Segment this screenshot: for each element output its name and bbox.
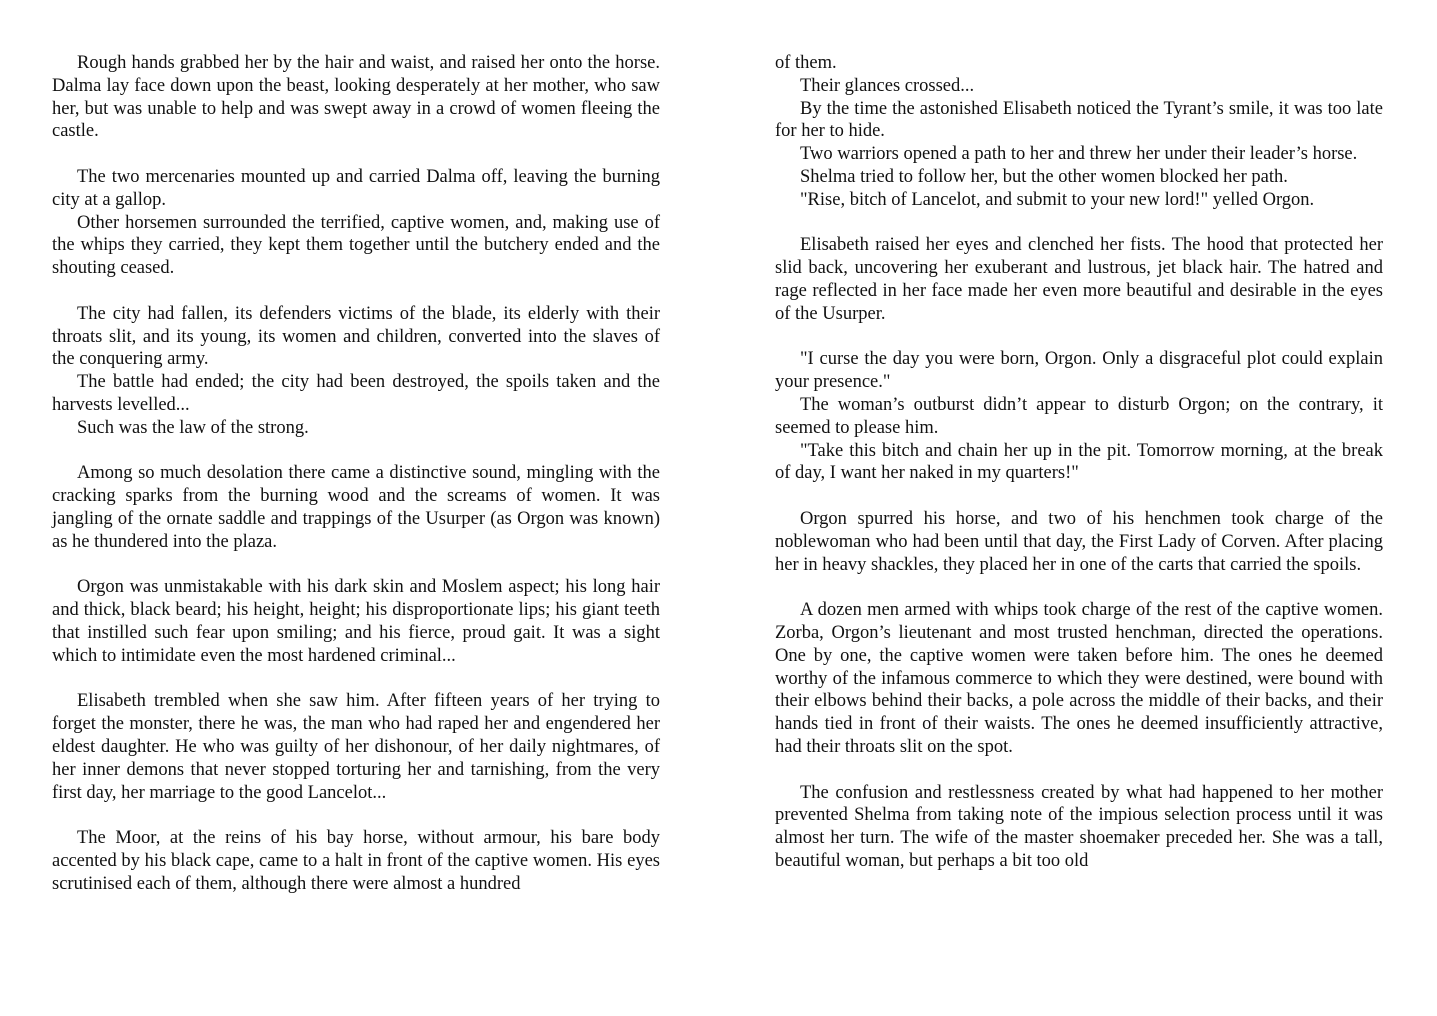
paragraph: The city had fallen, its defenders victims of the blade, its elderly with their throats slit, and its young, its women and children, converted into the slaves of the conquering army. [52,303,660,370]
paragraph: Such was the law of the strong. [77,417,309,438]
continuation-line: of them. [775,53,837,73]
paragraph: Elisabeth trembled when she saw him. After fifteen years of her trying to forget the monster, there he was, the man who had raped her and engendered her eldest daughter. He who was guilty of her dishonour, of her daily nightmares, of her inner demons that never stopped torturing her and tarnishing, from the very first day, her marriage to the good Lancelot... [52,691,660,803]
paragraph: The confusion and restlessness created by what had happened to her mother prevented Shelma from taking note of the impious selection process until it was almost her turn. The wife of the master shoemaker preceded her. She was a tall, beautiful woman, but perhaps a bit too old [775,782,1383,871]
left-page [52,52,660,895]
paragraph: The battle had ended; the city had been destroyed, the spoils taken and the harvests levelled... [52,372,660,415]
paragraph: "I curse the day you were born, Orgon. Only a disgraceful plot could explain your presence." [775,349,1383,393]
paragraph: Orgon was unmistakable with his dark skin and Moslem aspect; his long hair and thick, black beard; his height, height; his disproportionate lips; his giant teeth that instilled such fear upon smiling; and his fierce, proud gait. It was a sight which to intimidate even the most hardened criminal... [52,577,660,666]
paragraph: Their glances crossed... [800,75,975,96]
paragraph: The woman’s outburst didn’t appear to disturb Orgon; on the contrary, it seemed to please him. [775,394,1383,438]
paragraph: The Moor, at the reins of his bay horse, without armour, his bare body accented by his black cape, came to a halt in front of the captive women. His eyes scrutinised each of them, although there were almost a hundred [52,828,660,894]
paragraph: "Rise, bitch of Lancelot, and submit to your new lord!" yelled Orgon. [800,189,1315,210]
paragraph: Other horsemen surrounded the terrified, captive women, and, making use of the whips they carried, they kept them together until the butchery ended and the shouting ceased. [52,212,660,279]
paragraph: Shelma tried to follow her, but the other women blocked her path. [800,166,1288,187]
paragraph: Orgon spurred his horse, and two of his henchmen took charge of the noblewoman who had been until that day, the First Lady of Corven. After placing her in heavy shackles, they placed her in one of the carts that carried the spoils. [775,508,1383,575]
paragraph: Two warriors opened a path to her and threw her under their leader’s horse. [800,144,1358,165]
right-page [775,52,1383,873]
paragraph: "Take this bitch and chain her up in the pit. Tomorrow morning, at the break of day, I want her naked in my quarters!" [775,440,1383,484]
paragraph: The two mercenaries mounted up and carried Dalma off, leaving the burning city at a gallop. [52,166,660,210]
paragraph: By the time the astonished Elisabeth noticed the Tyrant’s smile, it was too late for her to hide. [775,98,1383,142]
paragraph: Among so much desolation there came a distinctive sound, mingling with the cracking sparks from the burning wood and the screams of women. It was jangling of the ornate saddle and trappings of the Usurper (as Orgon was known) as he thundered into the plaza. [52,463,660,552]
paragraph: A dozen men armed with whips took charge of the rest of the captive women. Zorba, Orgon’s lieutenant and most trusted henchman, directed the operations. One by one, the captive women were taken before him. The ones he deemed worthy of the infamous commerce to which they were destined, were bound with their elbows behind their backs, a pole across the middle of their backs, and their hands tied in front of their waists. The ones he deemed insufficiently attractive, had their throats slit on the spot. [775,600,1383,757]
paragraph: Elisabeth raised her eyes and clenched her fists. The hood that protected her slid back, uncovering her exuberant and lustrous, jet black hair. The hatred and rage reflected in her face made her even more beautiful and desirable in the eyes of the Usurper. [775,235,1383,324]
paragraph: Rough hands grabbed her by the hair and waist, and raised her onto the horse. Dalma lay face down upon the beast, looking desperately at her mother, who saw her, but was unable to help and was swept away in a crowd of women fleeing the castle. [52,53,660,142]
